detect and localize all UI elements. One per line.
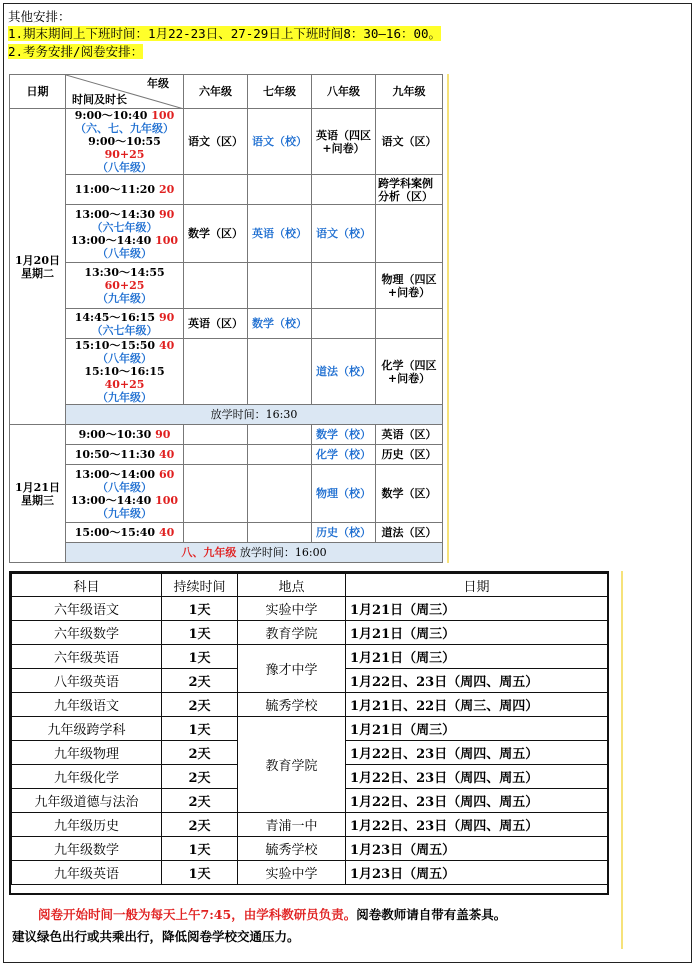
dismiss-row xyxy=(10,405,443,425)
time-cell: 13:30～14:55 60+25 （九年级） xyxy=(66,263,184,309)
exam-cell xyxy=(376,205,443,263)
exam-cell xyxy=(248,523,312,543)
corner-bottom-label: 时间及时长 xyxy=(72,93,127,106)
exam-cell: 数学（校） xyxy=(248,309,312,339)
grade-6-header: 六年级 xyxy=(184,75,248,109)
work-hours-note: 1.期末期间上下班时间：1月22-23日、27-29日上下班时间8：30—16：00。 xyxy=(8,26,442,41)
exam-schedule-table xyxy=(9,74,443,563)
date-cell: 1月23日（周五） xyxy=(346,837,608,861)
table-row xyxy=(12,837,608,861)
subject-cell: 六年级数学 xyxy=(12,621,162,645)
table-row xyxy=(10,523,443,543)
table-row xyxy=(10,309,443,339)
duration-cell: 2天 xyxy=(162,789,238,813)
exam-cell: 物理（四区+问卷） xyxy=(376,263,443,309)
duration-cell: 1天 xyxy=(162,717,238,741)
exam-cell: 物理（校） xyxy=(312,465,376,523)
table-row xyxy=(12,645,608,669)
place-cell: 毓秀学校 xyxy=(238,693,346,717)
dismiss-time-day2: 八、九年级 放学时间：16:00 xyxy=(66,543,443,563)
duration-cell: 2天 xyxy=(162,813,238,837)
subject-cell: 六年级英语 xyxy=(12,645,162,669)
table-row xyxy=(10,465,443,523)
exam-cell xyxy=(312,263,376,309)
exam-cell: 数学（区） xyxy=(184,205,248,263)
subject-cell: 九年级物理 xyxy=(12,741,162,765)
exam-cell xyxy=(248,425,312,445)
corner-header xyxy=(66,75,184,109)
exam-cell xyxy=(312,309,376,339)
subject-cell: 六年级语文 xyxy=(12,597,162,621)
time-cell: 9:00～10:40 100 （六、七、九年级） 9:00～10:55 90+25 （八年级） xyxy=(66,109,184,175)
col-date-header: 日期 xyxy=(10,75,66,109)
yellow-margin-line xyxy=(621,571,623,949)
exam-cell: 历史（校） xyxy=(312,523,376,543)
time-cell: 13:00～14:30 90 （六七年级） 13:00～14:40 100 （八年级） xyxy=(66,205,184,263)
place-cell: 实验中学 xyxy=(238,597,346,621)
time-cell: 14:45～16:15 90 （六七年级） xyxy=(66,309,184,339)
exam-cell xyxy=(184,425,248,445)
table-header-row xyxy=(10,75,443,109)
table-row xyxy=(12,597,608,621)
exam-cell xyxy=(248,263,312,309)
subject-cell: 九年级英语 xyxy=(12,861,162,885)
date-cell: 1月21日（周三） xyxy=(346,621,608,645)
duration-cell: 2天 xyxy=(162,693,238,717)
table-row xyxy=(10,109,443,175)
exam-cell: 跨学科案例分析（区） xyxy=(376,175,443,205)
marking-schedule-table xyxy=(11,573,608,885)
date-cell: 1月21日、22日（周三、周四） xyxy=(346,693,608,717)
table-row xyxy=(12,693,608,717)
date-cell: 1月21日（周三） xyxy=(346,645,608,669)
day2-date-cell: 1月21日 星期三 xyxy=(10,425,66,563)
exam-cell: 英语（四区+问卷） xyxy=(312,109,376,175)
time-cell: 13:00～14:00 60 （八年级） 13:00～14:40 100 （九年级） xyxy=(66,465,184,523)
col-place-header: 地点 xyxy=(238,574,346,597)
exam-arrangement-heading: 2.考务安排/阅卷安排： xyxy=(8,44,144,59)
exam-cell xyxy=(184,445,248,465)
place-cell: 毓秀学校 xyxy=(238,837,346,861)
exam-cell: 英语（区） xyxy=(184,309,248,339)
duration-cell: 2天 xyxy=(162,765,238,789)
marking-note: 阅卷开始时间一般为每天上午7:45，由学科教研员负责。阅卷教师请自带有盖茶具。 xyxy=(38,907,507,922)
exam-cell: 英语（校） xyxy=(248,205,312,263)
table-row xyxy=(12,717,608,741)
date-cell: 1月21日（周三） xyxy=(346,717,608,741)
exam-cell xyxy=(184,465,248,523)
exam-cell xyxy=(376,309,443,339)
table-row xyxy=(12,621,608,645)
date-cell: 1月22日、23日（周四、周五） xyxy=(346,765,608,789)
date-cell: 1月22日、23日（周四、周五） xyxy=(346,741,608,765)
day1-date-cell: 1月20日 星期二 xyxy=(10,109,66,425)
time-cell: 9:00～10:30 90 xyxy=(66,425,184,445)
duration-cell: 2天 xyxy=(162,669,238,693)
place-cell: 豫才中学 xyxy=(238,645,346,693)
exam-cell: 化学（校） xyxy=(312,445,376,465)
time-cell: 15:10～15:50 40 （八年级） 15:10～16:15 40+25 （九年级） xyxy=(66,339,184,405)
col-duration-header: 持续时间 xyxy=(162,574,238,597)
subject-cell: 九年级历史 xyxy=(12,813,162,837)
time-cell: 11:00～11:20 20 xyxy=(66,175,184,205)
table-row xyxy=(10,425,443,445)
table-row xyxy=(10,205,443,263)
table-row xyxy=(12,861,608,885)
duration-cell: 1天 xyxy=(162,837,238,861)
subject-cell: 九年级化学 xyxy=(12,765,162,789)
date-cell: 1月22日、23日（周四、周五） xyxy=(346,669,608,693)
exam-cell: 历史（区） xyxy=(376,445,443,465)
exam-cell xyxy=(184,263,248,309)
table-row xyxy=(10,339,443,405)
exam-cell xyxy=(248,339,312,405)
exam-cell: 语文（校） xyxy=(312,205,376,263)
corner-top-label: 年级 xyxy=(147,77,169,90)
exam-cell: 语文（校） xyxy=(248,109,312,175)
transport-note: 建议绿色出行或共乘出行，降低阅卷学校交通压力。 xyxy=(12,929,300,944)
subject-cell: 九年级道德与法治 xyxy=(12,789,162,813)
subject-cell: 九年级跨学科 xyxy=(12,717,162,741)
exam-cell xyxy=(248,465,312,523)
exam-cell: 语文（区） xyxy=(184,109,248,175)
exam-cell: 化学（四区+问卷） xyxy=(376,339,443,405)
place-cell: 青浦一中 xyxy=(238,813,346,837)
yellow-margin-line xyxy=(447,74,449,563)
exam-cell: 数学（校） xyxy=(312,425,376,445)
duration-cell: 1天 xyxy=(162,645,238,669)
exam-cell xyxy=(312,175,376,205)
dismiss-row xyxy=(10,543,443,563)
exam-cell: 语文（区） xyxy=(376,109,443,175)
grade-7-header: 七年级 xyxy=(248,75,312,109)
date-cell: 1月22日、23日（周四、周五） xyxy=(346,789,608,813)
grade-9-header: 九年级 xyxy=(376,75,443,109)
exam-cell: 数学（区） xyxy=(376,465,443,523)
table-row xyxy=(10,175,443,205)
place-cell: 实验中学 xyxy=(238,861,346,885)
exam-cell xyxy=(184,523,248,543)
date-cell: 1月22日、23日（周四、周五） xyxy=(346,813,608,837)
exam-cell xyxy=(184,339,248,405)
exam-cell: 道法（校） xyxy=(312,339,376,405)
col-date-header: 日期 xyxy=(346,574,608,597)
subject-cell: 八年级英语 xyxy=(12,669,162,693)
other-arrangements-heading: 其他安排： xyxy=(8,9,71,24)
subject-cell: 九年级数学 xyxy=(12,837,162,861)
duration-cell: 1天 xyxy=(162,621,238,645)
duration-cell: 2天 xyxy=(162,741,238,765)
col-subject-header: 科目 xyxy=(12,574,162,597)
table-row xyxy=(10,263,443,309)
place-cell: 教育学院 xyxy=(238,621,346,645)
exam-cell: 道法（区） xyxy=(376,523,443,543)
duration-cell: 1天 xyxy=(162,597,238,621)
exam-cell xyxy=(248,175,312,205)
place-cell: 教育学院 xyxy=(238,717,346,813)
dismiss-time-day1: 放学时间：16:30 xyxy=(66,405,443,425)
duration-cell: 1天 xyxy=(162,861,238,885)
subject-cell: 九年级语文 xyxy=(12,693,162,717)
grade-8-header: 八年级 xyxy=(312,75,376,109)
date-cell: 1月21日（周三） xyxy=(346,597,608,621)
time-cell: 10:50～11:30 40 xyxy=(66,445,184,465)
exam-cell xyxy=(184,175,248,205)
table-row xyxy=(12,813,608,837)
time-cell: 15:00～15:40 40 xyxy=(66,523,184,543)
date-cell: 1月23日（周五） xyxy=(346,861,608,885)
exam-cell: 英语（区） xyxy=(376,425,443,445)
table-row xyxy=(10,445,443,465)
exam-cell xyxy=(248,445,312,465)
marking-header-row xyxy=(12,574,608,597)
